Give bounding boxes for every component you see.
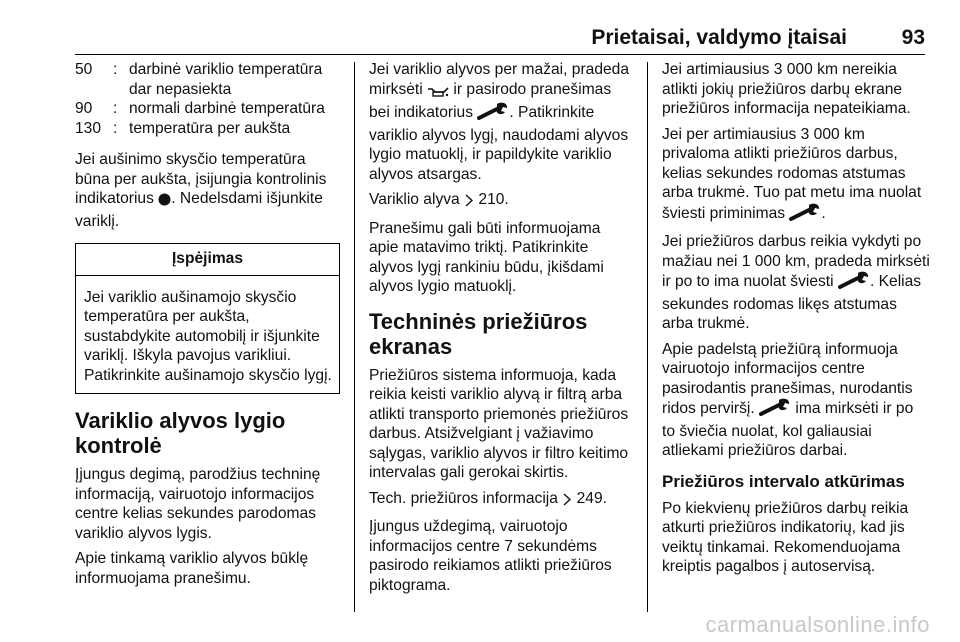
page-header xyxy=(75,22,925,55)
temp-description: darbinė variklio temperatūra dar nepasiekta xyxy=(129,61,323,98)
warning-box xyxy=(75,243,340,394)
column-divider xyxy=(647,62,648,612)
paragraph-text: ir pasirodo pranešimas bei indikatorius xyxy=(369,80,612,121)
paragraph xyxy=(369,190,634,213)
section-heading: Priežiūros intervalo atkūrimas xyxy=(662,471,905,491)
wrench-icon xyxy=(759,398,791,422)
paragraph: Įjungus degimą, parodžius techninę informaciją, vairuotojo informacijos centre kelias sekundes parodomas variklio alyvos lygis. xyxy=(75,466,321,542)
page-number: 93 xyxy=(901,26,925,49)
paragraph: Įjungus uždegimą, vairuotojo informacijos centre 7 sekundėms pasirodo reikiamos atlikti priežiūros piktograma. xyxy=(369,518,612,594)
paragraph-text: Tech. priežiūros informacija xyxy=(369,489,558,507)
column-left xyxy=(75,60,340,594)
section-heading: Variklio alyvos lygio kontrolė xyxy=(75,408,286,458)
coolant-temperature-indicator-icon xyxy=(158,192,171,212)
paragraph xyxy=(369,60,634,184)
paragraph-text: Apie padelstą priežiūrą informuoja vairuotojo informacijos centre pasirodantis pranešimas, nurodantis ridos perviršį. xyxy=(662,340,913,417)
paragraph xyxy=(369,489,634,512)
temp-value: 90 xyxy=(75,100,93,117)
paragraph-text: . Nedelsdami išjunkite variklį. xyxy=(75,190,323,230)
temperature-table xyxy=(75,60,340,138)
wrench-icon xyxy=(838,271,870,295)
paragraph-text: . Patikrinkite variklio alyvos lygį, naudodami alyvos lygio matuoklį, ir papildykite variklio alyvos atsargas. xyxy=(369,104,629,183)
separator: : xyxy=(113,61,118,78)
temp-value: 50 xyxy=(75,61,93,78)
temp-value: 130 xyxy=(75,119,102,137)
paragraph-text: Variklio alyva xyxy=(369,191,460,208)
section-heading: Techninės priežiūros ekranas xyxy=(369,308,588,359)
paragraph-text: Jei per artimiausius 3 000 km privaloma atlikti priežiūros darbus, kelias sekundes rodomas atstumas arba trukmė. Tuo pat metu ima nuolat šviesti priminimas xyxy=(662,125,922,222)
paragraph: Pranešimu gali būti informuojama apie matavimo triktį. Patikrinkite alyvos lygį rankiniu būdu, įkišdami alyvos lygio matuoklį. xyxy=(369,219,604,295)
page-reference-icon xyxy=(562,492,572,512)
temp-description: normali darbinė temperatūra xyxy=(129,100,325,117)
column-right xyxy=(662,60,930,583)
header-title: Prietaisai, valdymo įtaisai xyxy=(591,26,847,49)
column-middle xyxy=(369,60,634,601)
wrench-icon xyxy=(477,102,509,126)
page-reference: 210. xyxy=(478,191,509,208)
paragraph: Priežiūros sistema informuoja, kada reikia keisti variklio alyvą ir filtrą arba atlikti transporto priemonės priežiūros darbus. Atsižvelgiant į važiavimo sąlygas, variklio alyvos ir filtro keitimo intervalas gali gerokai skirtis. xyxy=(369,366,629,481)
paragraph: Apie tinkamą variklio alyvos būklę informuojama pranešimu. xyxy=(75,550,309,587)
page-reference-icon xyxy=(464,193,474,213)
paragraph-text: Jei aušinimo skysčio temperatūra būna per aukšta, įsijungia kontrolinis indikatorius xyxy=(75,151,327,207)
table-row xyxy=(75,99,340,119)
paragraph xyxy=(662,340,930,461)
separator: : xyxy=(113,119,118,137)
paragraph: Jei artimiausius 3 000 km nereikia atlikti jokių priežiūros darbų ekrane priežiūros informacija nepateikiama. xyxy=(662,61,911,117)
paragraph: Po kiekvienų priežiūros darbų reikia atkurti priežiūros indikatorių, kad jis veiktų tinkamai. Rekomenduojama kreiptis pagalbos į autoservisą. xyxy=(662,499,909,575)
paragraph-text: Jei priežiūros darbus reikia vykdyti po mažiau nei 1 000 km, pradeda mirksėti ir po to ima nuolat šviesti xyxy=(662,233,930,290)
paragraph-text: . xyxy=(821,204,826,222)
paragraph xyxy=(662,125,930,227)
column-divider xyxy=(354,62,355,612)
warning-body: Jei variklio aušinamojo skysčio temperatūra per aukšta, sustabdykite automobilį ir išjunkite variklį. Iškyla pavojus varikliui. Patikrinkite aušinamojo skysčio lygį. xyxy=(84,288,332,384)
paragraph-text: . Kelias sekundes rodomas likęs atstumas arba trukmė. xyxy=(662,273,922,332)
oil-pressure-icon xyxy=(427,83,449,103)
paragraph xyxy=(75,150,340,231)
warning-title: Įspėjimas xyxy=(76,244,339,276)
table-row xyxy=(75,60,340,99)
paragraph-text: ima mirksėti ir po to šviečia nuolat, kol galiausiai atliekami priežiūros darbai. xyxy=(662,400,914,459)
watermark: carmanualsonline.info xyxy=(705,612,930,637)
paragraph xyxy=(662,232,930,334)
paragraph-text: Jei variklio alyvos per mažai, pradeda mirksėti xyxy=(369,61,630,98)
separator: : xyxy=(113,100,118,117)
page-reference: 249. xyxy=(576,489,607,507)
table-row xyxy=(75,119,340,139)
temp-description: temperatūra per aukšta xyxy=(129,119,291,137)
wrench-icon xyxy=(789,203,821,227)
